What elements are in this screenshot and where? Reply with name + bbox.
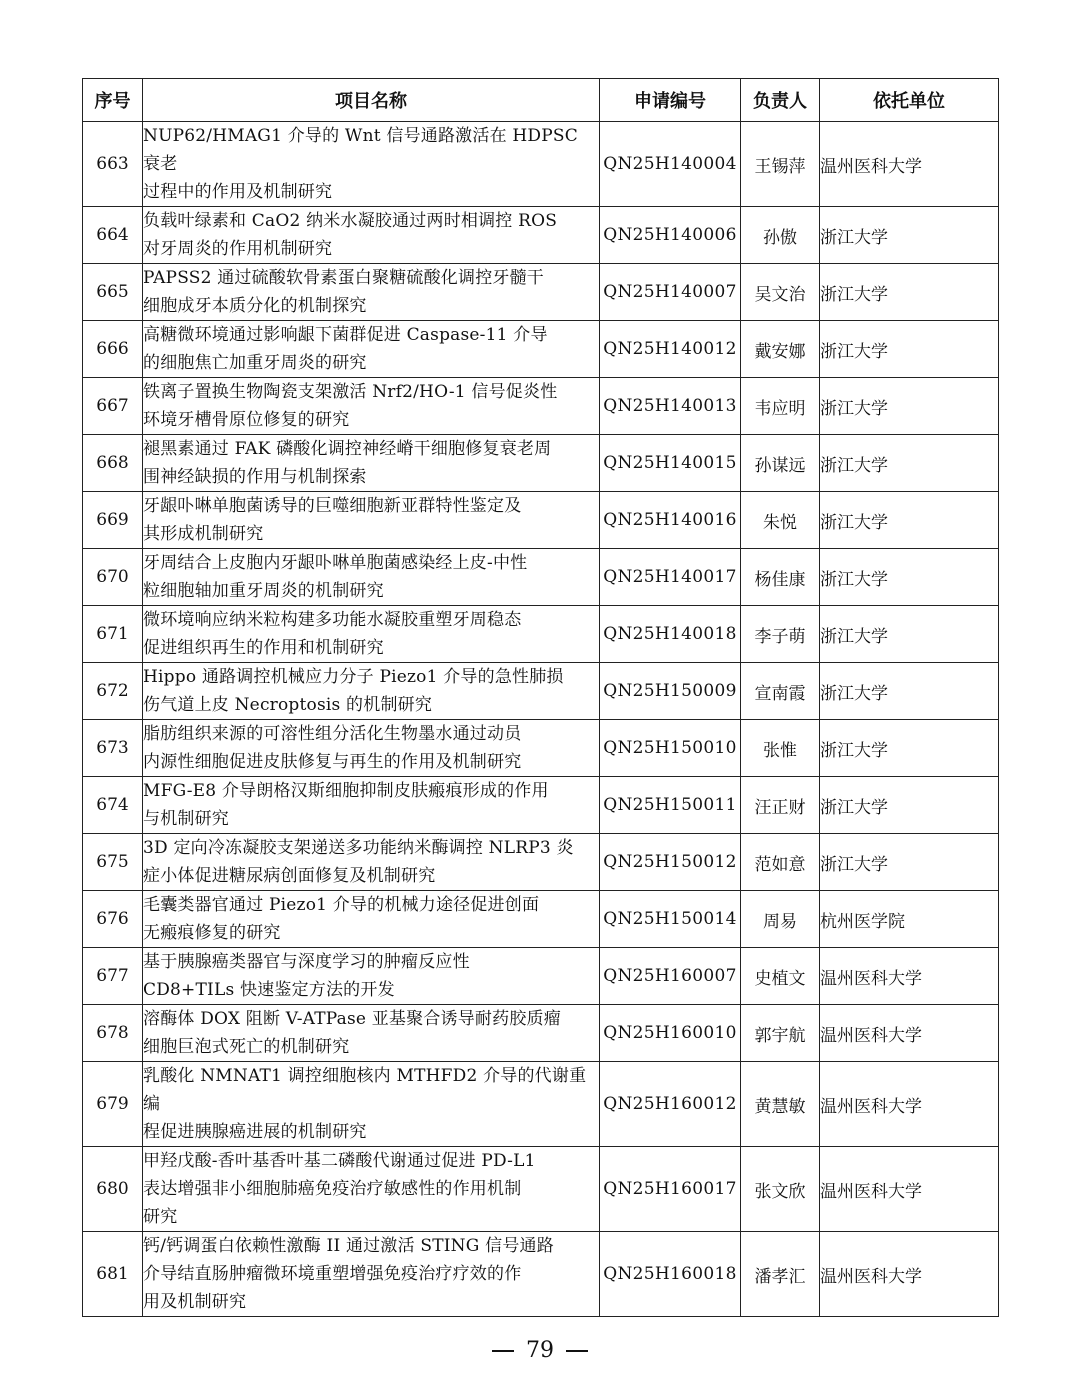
table-row [83, 264, 999, 321]
project-name-cell [143, 663, 600, 720]
row-index: 675 [83, 834, 143, 891]
project-name-line: 铁离子置换生物陶瓷支架激活 Nrf2/HO-1 信号促炎性 [143, 382, 558, 402]
table-header-row [83, 79, 999, 122]
project-name-line: MFG-E8 介导朗格汉斯细胞抑制皮肤瘢痕形成的作用 [143, 781, 549, 801]
table-row [83, 1147, 999, 1232]
table-row [83, 378, 999, 435]
table-row [83, 122, 999, 207]
project-name-line: 褪黑素通过 FAK 磷酸化调控神经嵴干细胞修复衰老周 [143, 439, 552, 459]
application-number: QN25H140016 [600, 492, 741, 549]
project-name-line: 促进组织再生的作用和机制研究 [143, 638, 384, 658]
application-number: QN25H160010 [600, 1005, 741, 1062]
institution: 浙江大学 [820, 549, 999, 606]
project-name-line: 内源性细胞促进皮肤修复与再生的作用及机制研究 [143, 752, 522, 772]
project-name-line: 牙龈卟啉单胞菌诱导的巨噬细胞新亚群特性鉴定及 [143, 496, 522, 516]
principal-investigator: 孙谋远 [741, 435, 820, 492]
project-name-line: 毛囊类器官通过 Piezo1 介导的机械力途径促进创面 [143, 895, 540, 915]
project-name-line: 基于胰腺癌类器官与深度学习的肿瘤反应性 [143, 952, 470, 972]
project-name-cell [143, 207, 600, 264]
project-name-line: 牙周结合上皮胞内牙龈卟啉单胞菌感染经上皮-中性 [143, 553, 528, 573]
application-number: QN25H160007 [600, 948, 741, 1005]
application-number: QN25H150012 [600, 834, 741, 891]
project-name-cell [143, 549, 600, 606]
row-index: 664 [83, 207, 143, 264]
project-name-line: Hippo 通路调控机械应力分子 Piezo1 介导的急性肺损 [143, 667, 564, 687]
application-number: QN25H140004 [600, 122, 741, 207]
application-number: QN25H150010 [600, 720, 741, 777]
project-name-cell [143, 1005, 600, 1062]
principal-investigator: 潘孝汇 [741, 1232, 820, 1317]
project-name-line: 表达增强非小细胞肺癌免疫治疗敏感性的作用机制 [143, 1179, 522, 1199]
principal-investigator: 周易 [741, 891, 820, 948]
project-name-cell [143, 378, 600, 435]
project-name-line: 研究 [143, 1207, 178, 1227]
table-row [83, 1005, 999, 1062]
project-name-cell [143, 1147, 600, 1232]
row-index: 666 [83, 321, 143, 378]
principal-investigator: 朱悦 [741, 492, 820, 549]
project-name-line: 负载叶绿素和 CaO2 纳米水凝胶通过两时相调控 ROS [143, 211, 558, 231]
institution: 浙江大学 [820, 435, 999, 492]
table-row [83, 1062, 999, 1147]
institution: 浙江大学 [820, 777, 999, 834]
project-name-line: 其形成机制研究 [143, 524, 264, 544]
table-row [83, 606, 999, 663]
project-name-line: 与机制研究 [143, 809, 229, 829]
project-name-cell [143, 891, 600, 948]
table-row [83, 207, 999, 264]
row-index: 667 [83, 378, 143, 435]
page-number: 79 [526, 1338, 554, 1363]
institution: 浙江大学 [820, 207, 999, 264]
institution: 浙江大学 [820, 663, 999, 720]
row-index: 677 [83, 948, 143, 1005]
principal-investigator: 史植文 [741, 948, 820, 1005]
row-index: 680 [83, 1147, 143, 1232]
row-index: 669 [83, 492, 143, 549]
application-number: QN25H160017 [600, 1147, 741, 1232]
table-row [83, 492, 999, 549]
institution: 浙江大学 [820, 264, 999, 321]
institution: 温州医科大学 [820, 122, 999, 207]
institution: 浙江大学 [820, 492, 999, 549]
row-index: 673 [83, 720, 143, 777]
table-row [83, 1232, 999, 1317]
principal-investigator: 宣南霞 [741, 663, 820, 720]
header-principal-investigator: 负责人 [741, 79, 820, 122]
table-body [83, 122, 999, 1317]
row-index: 676 [83, 891, 143, 948]
row-index: 665 [83, 264, 143, 321]
project-name-line: 环境牙槽骨原位修复的研究 [143, 410, 350, 430]
project-name-line: 细胞成牙本质分化的机制探究 [143, 296, 367, 316]
application-number: QN25H140018 [600, 606, 741, 663]
principal-investigator: 李子萌 [741, 606, 820, 663]
institution: 温州医科大学 [820, 1005, 999, 1062]
project-name-line: 的细胞焦亡加重牙周炎的研究 [143, 353, 367, 373]
project-name-line: 用及机制研究 [143, 1292, 247, 1312]
project-name-line: 介导结直肠肿瘤微环境重塑增强免疫治疗疗效的作 [143, 1264, 522, 1284]
table-row [83, 834, 999, 891]
project-name-line: 3D 定向冷冻凝胶支架递送多功能纳米酶调控 NLRP3 炎 [143, 838, 574, 858]
project-name-cell [143, 122, 600, 207]
project-table [82, 78, 999, 1317]
application-number: QN25H160018 [600, 1232, 741, 1317]
project-name-line: NUP62/HMAG1 介导的 Wnt 信号通路激活在 HDPSC 衰老 [143, 126, 578, 174]
institution: 浙江大学 [820, 834, 999, 891]
page-footer [0, 1338, 1080, 1363]
principal-investigator: 吴文治 [741, 264, 820, 321]
institution: 温州医科大学 [820, 1147, 999, 1232]
header-index: 序号 [83, 79, 143, 122]
principal-investigator: 韦应明 [741, 378, 820, 435]
institution: 温州医科大学 [820, 948, 999, 1005]
project-name-cell [143, 321, 600, 378]
project-name-line: 乳酸化 NMNAT1 调控细胞核内 MTHFD2 介导的代谢重编 [143, 1066, 587, 1114]
project-name-line: 无瘢痕修复的研究 [143, 923, 281, 943]
project-name-cell [143, 948, 600, 1005]
principal-investigator: 张文欣 [741, 1147, 820, 1232]
header-project-name: 项目名称 [143, 79, 600, 122]
principal-investigator: 黄慧敏 [741, 1062, 820, 1147]
table-row [83, 321, 999, 378]
project-name-line: 微环境响应纳米粒构建多功能水凝胶重塑牙周稳态 [143, 610, 522, 630]
row-index: 671 [83, 606, 143, 663]
application-number: QN25H150009 [600, 663, 741, 720]
institution: 温州医科大学 [820, 1062, 999, 1147]
application-number: QN25H140015 [600, 435, 741, 492]
table-row [83, 549, 999, 606]
project-name-line: PAPSS2 通过硫酸软骨素蛋白聚糖硫酸化调控牙髓干 [143, 268, 545, 288]
table-row [83, 435, 999, 492]
row-index: 678 [83, 1005, 143, 1062]
project-name-cell [143, 606, 600, 663]
principal-investigator: 戴安娜 [741, 321, 820, 378]
project-name-line: 围神经缺损的作用与机制探索 [143, 467, 367, 487]
application-number: QN25H160012 [600, 1062, 741, 1147]
project-name-line: 钙/钙调蛋白依赖性激酶 II 通过激活 STING 信号通路 [143, 1236, 554, 1256]
project-name-line: 过程中的作用及机制研究 [143, 182, 333, 202]
project-name-cell [143, 435, 600, 492]
footer-dash-right [566, 1350, 588, 1352]
principal-investigator: 汪正财 [741, 777, 820, 834]
institution: 浙江大学 [820, 378, 999, 435]
header-application-number: 申请编号 [600, 79, 741, 122]
row-index: 672 [83, 663, 143, 720]
table-row [83, 891, 999, 948]
institution: 浙江大学 [820, 720, 999, 777]
institution: 浙江大学 [820, 606, 999, 663]
footer-dash-left [492, 1350, 514, 1352]
table-row [83, 720, 999, 777]
project-name-line: 甲羟戊酸-香叶基香叶基二磷酸代谢通过促进 PD-L1 [143, 1151, 536, 1171]
application-number: QN25H140007 [600, 264, 741, 321]
table-row [83, 948, 999, 1005]
project-name-cell [143, 264, 600, 321]
project-name-cell [143, 1232, 600, 1317]
project-name-cell [143, 492, 600, 549]
project-name-cell [143, 720, 600, 777]
principal-investigator: 郭宇航 [741, 1005, 820, 1062]
project-name-line: 细胞巨泡式死亡的机制研究 [143, 1037, 350, 1057]
project-name-line: 脂肪组织来源的可溶性组分活化生物墨水通过动员 [143, 724, 522, 744]
institution: 浙江大学 [820, 321, 999, 378]
project-name-line: 症小体促进糖尿病创面修复及机制研究 [143, 866, 436, 886]
application-number: QN25H140012 [600, 321, 741, 378]
application-number: QN25H140006 [600, 207, 741, 264]
project-name-line: 程促进胰腺癌进展的机制研究 [143, 1122, 367, 1142]
principal-investigator: 杨佳康 [741, 549, 820, 606]
row-index: 674 [83, 777, 143, 834]
project-name-line: 对牙周炎的作用机制研究 [143, 239, 333, 259]
row-index: 670 [83, 549, 143, 606]
row-index: 681 [83, 1232, 143, 1317]
header-institution: 依托单位 [820, 79, 999, 122]
project-name-cell [143, 834, 600, 891]
table-row [83, 777, 999, 834]
principal-investigator: 孙傲 [741, 207, 820, 264]
application-number: QN25H140017 [600, 549, 741, 606]
project-name-line: 伤气道上皮 Necroptosis 的机制研究 [143, 695, 433, 715]
table-row [83, 663, 999, 720]
application-number: QN25H150011 [600, 777, 741, 834]
project-name-cell [143, 777, 600, 834]
row-index: 668 [83, 435, 143, 492]
row-index: 663 [83, 122, 143, 207]
project-name-line: 粒细胞轴加重牙周炎的机制研究 [143, 581, 384, 601]
principal-investigator: 王锡萍 [741, 122, 820, 207]
project-name-line: 溶酶体 DOX 阻断 V-ATPase 亚基聚合诱导耐药胶质瘤 [143, 1009, 561, 1029]
application-number: QN25H150014 [600, 891, 741, 948]
project-name-cell [143, 1062, 600, 1147]
principal-investigator: 张惟 [741, 720, 820, 777]
row-index: 679 [83, 1062, 143, 1147]
application-number: QN25H140013 [600, 378, 741, 435]
principal-investigator: 范如意 [741, 834, 820, 891]
institution: 温州医科大学 [820, 1232, 999, 1317]
project-name-line: CD8+TILs 快速鉴定方法的开发 [143, 980, 395, 1000]
institution: 杭州医学院 [820, 891, 999, 948]
project-name-line: 高糖微环境通过影响龈下菌群促进 Caspase-11 介导 [143, 325, 548, 345]
